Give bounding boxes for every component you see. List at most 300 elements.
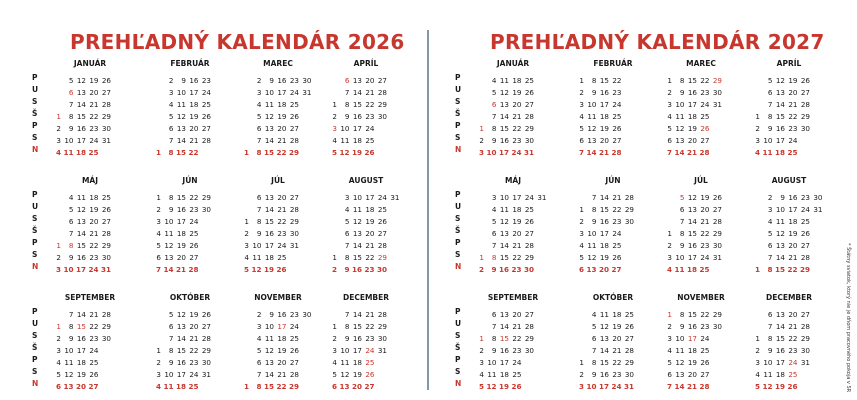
day-cell: 20 [700, 205, 710, 214]
day-cell: 1 [332, 322, 337, 331]
day-cell: 31 [302, 88, 312, 97]
day-cell: 8 [679, 229, 685, 238]
day-grid [661, 72, 724, 156]
day-cell: 11 [762, 148, 773, 157]
week-row [573, 342, 636, 354]
day-cell: 16 [599, 88, 609, 97]
day-cell: 10 [763, 358, 773, 367]
day-cell: 22 [612, 358, 622, 367]
day-cell: 1 [579, 205, 584, 214]
day-cell: 20 [277, 124, 287, 133]
day-cell: 28 [101, 229, 111, 238]
day-cell: 1 [56, 112, 61, 121]
week-row [749, 72, 812, 84]
day-cell: 29 [201, 193, 211, 202]
day-cell: 11 [587, 241, 597, 250]
day-cell: 12 [76, 205, 86, 214]
day-cell: 19 [76, 370, 86, 379]
week-row [661, 201, 724, 213]
quarter-band [445, 292, 855, 392]
day-cell: 13 [264, 358, 274, 367]
day-cell: 30 [800, 346, 810, 355]
week-row [573, 96, 623, 108]
day-cell: 16 [599, 370, 609, 379]
day-cell: 12 [264, 346, 274, 355]
day-cell: 17 [498, 148, 509, 157]
day-cell: 28 [524, 322, 534, 331]
day-cell: 31 [523, 148, 534, 157]
day-cell: 29 [201, 346, 211, 355]
day-cell: 22 [89, 112, 99, 121]
day-cell: 4 [491, 76, 497, 85]
weekday-label: P [455, 73, 461, 82]
day-cell: 25 [365, 358, 375, 367]
week-row [661, 354, 724, 366]
day-cell: 14 [176, 334, 186, 343]
day-cell: 24 [89, 136, 99, 145]
day-cell: 16 [352, 334, 362, 343]
week-row [238, 225, 301, 237]
day-cell: 18 [175, 382, 186, 391]
week-row [326, 213, 401, 225]
day-cell: 4 [754, 148, 760, 157]
day-cell: 11 [775, 217, 785, 226]
week-row [473, 237, 548, 249]
day-cell: 30 [813, 193, 823, 202]
day-cell: 14 [76, 229, 86, 238]
week-row [238, 330, 313, 342]
day-cell: 7 [767, 322, 773, 331]
day-cell: 13 [775, 88, 785, 97]
day-cell: 18 [352, 136, 362, 145]
day-grid [326, 189, 401, 273]
week-row [573, 261, 636, 273]
day-cell: 19 [788, 76, 798, 85]
day-cell: 1 [243, 148, 249, 157]
day-cell: 9 [767, 124, 773, 133]
weekday-labels [32, 189, 46, 273]
day-cell: 24 [611, 382, 622, 391]
day-grid [473, 72, 536, 156]
day-cell: 15 [175, 148, 186, 157]
day-cell: 15 [176, 346, 186, 355]
day-cell: 28 [624, 193, 634, 202]
day-cell: 13 [164, 253, 174, 262]
day-cell: 17 [75, 265, 86, 274]
weekday-label: S [32, 331, 38, 340]
day-cell: 21 [788, 253, 798, 262]
day-cell: 11 [587, 112, 597, 121]
day-cell: 14 [264, 205, 274, 214]
weekday-label: S [455, 133, 461, 142]
day-cell: 16 [277, 76, 287, 85]
day-cell: 5 [491, 217, 497, 226]
week-row [326, 108, 389, 120]
day-cell: 28 [712, 217, 722, 226]
week-row [573, 108, 623, 120]
day-cell: 16 [498, 265, 509, 274]
day-cell: 25 [700, 112, 710, 121]
day-cell: 5 [243, 265, 249, 274]
day-cell: 29 [800, 112, 810, 121]
day-cell: 17 [352, 346, 362, 355]
day-cell: 15 [76, 322, 86, 331]
week-row [150, 189, 213, 201]
day-cell: 30 [201, 358, 211, 367]
month-name: APRÍL [353, 59, 379, 68]
week-row [50, 132, 113, 144]
day-cell: 16 [687, 322, 697, 331]
day-cell: 4 [579, 241, 584, 250]
day-grid [150, 189, 213, 273]
day-cell: 27 [377, 76, 387, 85]
day-cell: 24 [88, 265, 99, 274]
day-cell: 23 [788, 124, 798, 133]
day-cell: 17 [499, 358, 509, 367]
day-cell: 12 [164, 241, 174, 250]
day-cell: 29 [377, 100, 387, 109]
day-cell: 19 [687, 358, 697, 367]
day-cell: 2 [755, 124, 760, 133]
day-grid [749, 189, 824, 273]
day-cell: 11 [763, 370, 773, 379]
day-cell: 26 [377, 217, 387, 226]
day-cell: 12 [264, 112, 274, 121]
month-name: NOVEMBER [677, 293, 725, 302]
quarter-band [22, 175, 432, 275]
day-cell: 6 [667, 370, 672, 379]
day-cell: 2 [56, 253, 61, 262]
day-cell: 6 [55, 382, 61, 391]
week-row [238, 249, 301, 261]
day-cell: 10 [340, 346, 350, 355]
day-cell: 18 [687, 346, 697, 355]
weekday-label: Š [32, 343, 38, 352]
week-row [749, 120, 812, 132]
day-cell: 24 [377, 193, 387, 202]
day-cell: 18 [612, 310, 622, 319]
day-cell: 1 [754, 265, 760, 274]
week-row [238, 342, 313, 354]
month-name: AUGUST [348, 176, 384, 185]
month-name: SEPTEMBER [487, 293, 539, 302]
day-cell: 2 [244, 229, 249, 238]
day-grid [238, 72, 313, 156]
day-cell: 25 [788, 370, 798, 379]
day-cell: 4 [479, 370, 484, 379]
day-cell: 14 [76, 100, 86, 109]
week-row [150, 342, 213, 354]
day-cell: 28 [624, 346, 634, 355]
weekday-label: S [455, 97, 461, 106]
day-cell: 17 [176, 217, 186, 226]
day-cell: 7 [679, 217, 685, 226]
week-row [661, 237, 724, 249]
day-cell: 13 [775, 241, 785, 250]
day-grid [238, 306, 313, 390]
week-row [573, 354, 636, 366]
day-cell: 15 [775, 112, 785, 121]
day-cell: 19 [512, 217, 522, 226]
day-cell: 22 [700, 310, 710, 319]
day-cell: 26 [289, 112, 299, 121]
day-grid [238, 189, 301, 273]
day-cell: 2 [332, 334, 337, 343]
week-row [473, 330, 536, 342]
day-cell: 31 [100, 265, 111, 274]
day-cell: 19 [352, 370, 362, 379]
footnote-text: * Štátny sviatok, ktorý nie je dňom pracovného pokoja v SR [845, 243, 851, 393]
day-cell: 12 [64, 370, 74, 379]
day-cell: 18 [599, 112, 609, 121]
day-cell: 3 [256, 322, 262, 331]
day-cell: 1 [755, 112, 760, 121]
weekday-label: P [455, 121, 461, 130]
weekday-label: S [32, 133, 38, 142]
week-row [473, 261, 548, 273]
day-cell: 15 [599, 76, 609, 85]
week-row [238, 318, 313, 330]
day-cell: 7 [344, 310, 350, 319]
month-name: OKTÓBER [592, 293, 634, 302]
week-row [661, 72, 724, 84]
day-cell: 26 [712, 193, 722, 202]
day-cell: 12 [675, 358, 685, 367]
day-cell: 26 [524, 217, 534, 226]
day-cell: 4 [579, 112, 584, 121]
day-cell: 13 [264, 193, 274, 202]
day-cell: 2 [667, 322, 672, 331]
day-cell: 23 [800, 193, 810, 202]
day-cell: 19 [599, 124, 609, 133]
day-cell: 25 [524, 76, 534, 85]
week-row [50, 342, 113, 354]
day-cell: 7 [344, 88, 350, 97]
day-cell: 6 [331, 382, 337, 391]
week-row [150, 108, 213, 120]
day-cell: 1 [579, 76, 584, 85]
day-cell: 26 [800, 76, 810, 85]
week-row [326, 132, 389, 144]
day-cell: 11 [164, 229, 174, 238]
day-cell: 20 [512, 100, 522, 109]
day-cell: 9 [491, 265, 497, 274]
day-cell: 27 [189, 253, 199, 262]
day-cell: 18 [775, 370, 785, 379]
day-cell: 12 [687, 193, 697, 202]
week-row [150, 84, 213, 96]
day-cell: 3 [332, 346, 337, 355]
day-cell: 30 [101, 253, 111, 262]
day-cell: 3 [579, 100, 584, 109]
month-name: MÁJ [504, 176, 522, 185]
day-cell: 4 [256, 100, 262, 109]
day-cell: 23 [365, 334, 375, 343]
day-cell: 30 [524, 346, 534, 355]
week-row [573, 132, 623, 144]
day-cell: 17 [687, 334, 697, 343]
day-cell: 17 [189, 88, 199, 97]
day-cell: 16 [499, 136, 509, 145]
day-cell: 20 [788, 310, 798, 319]
day-cell: 19 [176, 241, 186, 250]
weekday-label: U [455, 319, 462, 328]
day-cell: 30 [101, 124, 111, 133]
day-cell: 17 [775, 358, 785, 367]
day-cell: 4 [755, 370, 760, 379]
day-cell: 31 [813, 205, 823, 214]
weekday-label: P [455, 355, 461, 364]
day-cell: 2 [667, 241, 672, 250]
week-row [749, 342, 812, 354]
weekday-label: S [455, 214, 461, 223]
day-cell: 29 [101, 241, 111, 250]
week-row [326, 120, 389, 132]
day-cell: 18 [277, 334, 287, 343]
week-row [326, 201, 401, 213]
day-cell: 10 [775, 205, 785, 214]
week-row [661, 213, 724, 225]
day-cell: 6 [156, 253, 161, 262]
day-cell: 31 [201, 370, 211, 379]
day-cell: 22 [512, 334, 522, 343]
day-grid [473, 306, 536, 390]
day-cell: 7 [256, 136, 262, 145]
day-cell: 9 [68, 334, 74, 343]
week-row [749, 84, 812, 96]
day-cell: 18 [774, 148, 785, 157]
day-cell: 6 [579, 136, 584, 145]
day-cell: 25 [377, 205, 387, 214]
day-cell: 1 [156, 193, 161, 202]
day-cell: 26 [700, 358, 710, 367]
day-cell: 10 [486, 148, 497, 157]
day-cell: 24 [289, 88, 299, 97]
day-cell: 14 [176, 136, 186, 145]
day-cell: 27 [612, 136, 622, 145]
week-row [473, 225, 548, 237]
day-cell: 31 [537, 193, 547, 202]
day-cell: 25 [101, 193, 111, 202]
day-cell: 4 [667, 112, 672, 121]
week-row [473, 108, 536, 120]
day-cell: 14 [674, 382, 685, 391]
day-cell: 30 [624, 217, 634, 226]
week-row [749, 213, 824, 225]
day-cell: 6 [767, 88, 773, 97]
week-row [150, 225, 213, 237]
day-cell: 28 [611, 148, 622, 157]
week-row [473, 366, 536, 378]
month-name: JÚN [605, 176, 621, 185]
day-cell: 26 [101, 205, 111, 214]
day-cell: 19 [277, 346, 287, 355]
day-cell: 12 [499, 88, 509, 97]
day-cell: 6 [68, 217, 74, 226]
month-name: MAREC [263, 59, 293, 68]
quarter-band [445, 58, 855, 158]
day-cell: 30 [712, 322, 722, 331]
day-cell: 8 [68, 112, 74, 121]
day-cell: 8 [344, 322, 350, 331]
weekday-label: P [455, 238, 461, 247]
day-cell: 19 [612, 322, 622, 331]
day-cell: 21 [686, 148, 697, 157]
day-cell: 21 [598, 148, 609, 157]
weekday-labels [455, 72, 469, 156]
week-row [326, 342, 389, 354]
day-cell: 5 [331, 148, 337, 157]
day-cell: 15 [775, 334, 785, 343]
day-cell: 21 [612, 193, 622, 202]
week-row [150, 306, 213, 318]
day-cell: 18 [352, 358, 362, 367]
day-cell: 11 [675, 112, 685, 121]
day-cell: 3 [156, 217, 161, 226]
day-cell: 1 [667, 76, 672, 85]
week-row [473, 120, 536, 132]
day-cell: 6 [256, 193, 262, 202]
week-row [473, 84, 536, 96]
day-cell: 29 [712, 229, 722, 238]
day-cell: 27 [377, 229, 387, 238]
weekday-label: Š [455, 343, 461, 352]
day-cell: 31 [712, 100, 722, 109]
day-cell: 5 [256, 112, 262, 121]
day-cell: 21 [277, 370, 287, 379]
day-cell: 20 [365, 229, 375, 238]
day-cell: 25 [277, 253, 287, 262]
day-cell: 10 [63, 265, 74, 274]
day-cell: 24 [365, 346, 375, 355]
day-cell: 22 [276, 382, 287, 391]
day-cell: 5 [156, 241, 161, 250]
day-cell: 22 [89, 322, 99, 331]
day-cell: 29 [624, 205, 634, 214]
day-cell: 27 [624, 334, 634, 343]
day-cell: 21 [512, 112, 522, 121]
day-cell: 13 [499, 229, 509, 238]
day-cell: 12 [176, 310, 186, 319]
day-cell: 24 [700, 334, 710, 343]
day-cell: 7 [491, 241, 497, 250]
week-row [238, 132, 313, 144]
day-cell: 9 [269, 310, 274, 319]
day-cell: 17 [176, 370, 186, 379]
day-cell: 8 [491, 253, 497, 262]
day-cell: 3 [168, 88, 174, 97]
week-row [573, 213, 636, 225]
day-cell: 27 [201, 322, 211, 331]
day-cell: 2 [168, 76, 174, 85]
day-cell: 14 [775, 322, 785, 331]
day-cell: 1 [667, 310, 672, 319]
day-cell: 2 [479, 346, 484, 355]
day-cell: 11 [264, 100, 274, 109]
day-cell: 22 [89, 241, 99, 250]
day-cell: 13 [586, 265, 597, 274]
day-cell: 3 [56, 136, 61, 145]
day-cell: 19 [365, 217, 375, 226]
day-cell: 15 [352, 322, 362, 331]
day-cell: 18 [264, 253, 274, 262]
day-cell: 16 [351, 265, 362, 274]
month-name: AUGUST [771, 176, 807, 185]
day-cell: 12 [176, 112, 186, 121]
day-cell: 27 [289, 193, 299, 202]
day-cell: 8 [168, 148, 174, 157]
week-row [749, 96, 812, 108]
